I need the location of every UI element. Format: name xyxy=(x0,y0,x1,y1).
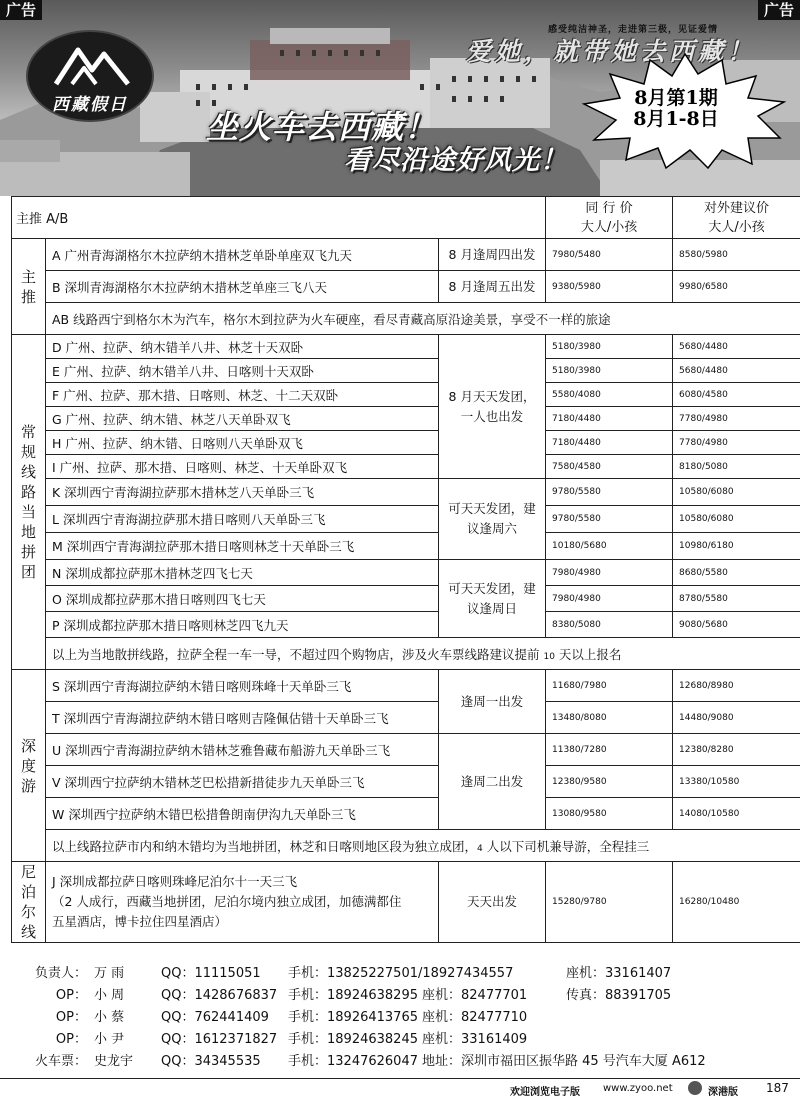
contact-role: OP： xyxy=(55,1032,87,1047)
retail-price-cell: 8680/5580 xyxy=(673,560,800,586)
peer-price-cell: 7980/4980 xyxy=(546,586,673,612)
table-note-row xyxy=(12,830,800,862)
table-header-row xyxy=(12,197,800,239)
route-cell: O 深圳成都拉萨那木措日喀则四飞七天 xyxy=(46,586,439,612)
peer-price-cell: 5580/4080 xyxy=(546,383,673,407)
route-cell: J 深圳成都拉萨日喀则珠峰尼泊尔十一天三飞 （2 人成行，西藏当地拼团，尼泊尔境内独立成团，加德满都住 五星酒店，博卡拉住四星酒店） xyxy=(46,862,439,943)
peer-price-cell: 11380/7280 xyxy=(546,734,673,766)
issue-dates: 8月1-8日 xyxy=(633,108,719,130)
route-cell: K 深圳西宁青海湖拉萨那木措林芝八天单卧三飞 xyxy=(46,479,439,506)
departure-cell: 8 月逢周五出发 xyxy=(439,271,546,303)
header-peer-price-title: 同 行 价 xyxy=(585,201,633,216)
peer-price-cell: 7580/4580 xyxy=(546,455,673,479)
route-cell: B 深圳青海湖格尔木拉萨纳木措林芝单座三飞八天 xyxy=(46,271,439,303)
contact-qq: QQ：1612371827 xyxy=(161,1032,278,1047)
contact-qq: QQ：11115051 xyxy=(161,966,261,981)
peer-price-cell: 13080/9580 xyxy=(546,798,673,830)
table-row xyxy=(12,407,800,431)
table-row xyxy=(12,383,800,407)
page-number: 187 xyxy=(766,1081,789,1095)
retail-price-cell: 7780/4980 xyxy=(673,431,800,455)
route-price-table xyxy=(11,196,800,943)
route-cell: U 深圳西宁青海湖拉萨纳木错林芝雅鲁藏布船游九天单卧三飞 xyxy=(46,734,439,766)
peer-price-cell: 12380/9580 xyxy=(546,766,673,798)
retail-price-cell: 12380/8280 xyxy=(673,734,800,766)
contact-fax: 传真：88391705 xyxy=(566,988,672,1003)
retail-price-cell: 14480/9080 xyxy=(673,702,800,734)
peer-price-cell: 9380/5980 xyxy=(546,271,673,303)
departure-group-cell: 逢周二出发 xyxy=(439,734,546,830)
mountain-icon xyxy=(52,40,132,90)
route-cell: D 广州、拉萨、纳木错羊八井、林芝十天双卧 xyxy=(46,335,439,359)
category-nepal: 尼 泊 尔 线 xyxy=(12,862,46,943)
peer-price-cell: 8380/5080 xyxy=(546,612,673,638)
contact-name: 小 蔡 xyxy=(94,1010,125,1025)
peer-price-cell: 7980/4980 xyxy=(546,560,673,586)
retail-price-cell: 13380/10580 xyxy=(673,766,800,798)
table-row xyxy=(12,798,800,830)
departure-cell: 天天出发 xyxy=(439,862,546,943)
category-regular: 常 规 线 路 当 地 拼 团 xyxy=(12,335,46,670)
contact-role: 火车票： xyxy=(34,1054,87,1069)
headline-primary: 坐火车去西藏！ xyxy=(206,108,438,146)
contact-name: 万 雨 xyxy=(94,966,125,981)
route-cell: I 广州、拉萨、那木措、日喀则、林芝、十天单卧双飞 xyxy=(46,455,439,479)
retail-price-cell: 8180/5080 xyxy=(673,455,800,479)
contact-qq: QQ：1428676837 xyxy=(161,988,278,1003)
peer-price-cell: 15280/9780 xyxy=(546,862,673,943)
route-cell: F 广州、拉萨、那木措、日喀则、林芝、十二天双卧 xyxy=(46,383,439,407)
peer-price-cell: 13480/8080 xyxy=(546,702,673,734)
footer-divider xyxy=(0,1078,800,1079)
contact-landline: 座机：82477710 xyxy=(422,1010,528,1025)
table-note-row xyxy=(12,638,800,670)
departure-cell: 8 月逢周四出发 xyxy=(439,239,546,271)
table-row xyxy=(12,506,800,533)
table-row xyxy=(12,455,800,479)
contact-qq: QQ：762441409 xyxy=(161,1010,269,1025)
contact-list xyxy=(0,964,800,1076)
contact-mobile: 手机：18926413765 xyxy=(288,1010,418,1025)
retail-price-cell: 8780/5580 xyxy=(673,586,800,612)
retail-price-cell: 10980/6180 xyxy=(673,533,800,560)
table-row xyxy=(12,612,800,638)
route-cell: E 广州、拉萨、纳木错羊八井、日喀则十天双卧 xyxy=(46,359,439,383)
peer-price-cell: 5180/3980 xyxy=(546,359,673,383)
ad-label-right: 广告 xyxy=(758,0,800,20)
logo-text: 西藏假日 xyxy=(52,95,128,115)
route-cell: G 广州、拉萨、纳木错、林芝八天单卧双飞 xyxy=(46,407,439,431)
contact-mobile: 手机：13247626047 xyxy=(288,1054,418,1069)
table-row xyxy=(12,766,800,798)
table-row xyxy=(12,702,800,734)
departure-group-cell: 8 月天天发团， 一人也出发 xyxy=(439,335,546,479)
slogan-small: 感受纯洁神圣，走进第三极，见证爱情 xyxy=(548,25,719,35)
header-main-label: 主推 A/B xyxy=(16,212,69,227)
contact-role: OP： xyxy=(55,1010,87,1025)
peer-price-cell: 9780/5580 xyxy=(546,479,673,506)
route-cell: A 广州青海湖格尔木拉萨纳木措林芝单卧单座双飞九天 xyxy=(46,239,439,271)
departure-group-cell: 可天天发团，建 议逢周日 xyxy=(439,560,546,638)
route-cell: M 深圳西宁青海湖拉萨那木措日喀则林芝十天单卧三飞 xyxy=(46,533,439,560)
departure-group-cell: 逢周一出发 xyxy=(439,670,546,734)
table-row xyxy=(12,586,800,612)
peer-price-cell: 7180/4480 xyxy=(546,431,673,455)
route-cell: L 深圳西宁青海湖拉萨那木措日喀则八天单卧三飞 xyxy=(46,506,439,533)
table-row xyxy=(12,479,800,506)
retail-price-cell: 7780/4980 xyxy=(673,407,800,431)
header-peer-price xyxy=(545,197,672,238)
route-cell: P 深圳成都拉萨那木措日喀则林芝四飞九天 xyxy=(46,612,439,638)
table-note-row xyxy=(12,303,800,335)
contact-mobile: 手机：18924638295 xyxy=(288,988,418,1003)
contact-landline: 座机：82477701 xyxy=(422,988,528,1003)
contact-name: 小 尹 xyxy=(94,1032,125,1047)
header-retail-price-sub: 大人/小孩 xyxy=(708,219,765,235)
table-row xyxy=(12,670,800,702)
category-featured: 主 推 xyxy=(12,239,46,335)
ad-label-left: 广告 xyxy=(0,0,42,20)
footer-text: 欢迎浏览电子版 xyxy=(510,1087,580,1098)
retail-price-cell: 6080/4580 xyxy=(673,383,800,407)
contact-name: 小 周 xyxy=(94,988,125,1003)
brand-logo xyxy=(26,30,154,122)
table-row xyxy=(12,431,800,455)
table-row xyxy=(12,734,800,766)
retail-price-cell: 5680/4480 xyxy=(673,359,800,383)
retail-price-cell: 9980/6580 xyxy=(673,271,800,303)
retail-price-cell: 10580/6080 xyxy=(673,479,800,506)
slogan-big: 爱她，就带她去西藏！ xyxy=(466,37,757,66)
table-row xyxy=(12,271,800,303)
regular-note: 以上为当地散拼线路，拉萨全程一车一导，不超过四个购物店，涉及火车票线路建议提前 10 天以上报名 xyxy=(46,638,800,670)
contact-landline: 座机：33161409 xyxy=(422,1032,528,1047)
retail-price-cell: 10580/6080 xyxy=(673,506,800,533)
departure-group-cell: 可天天发团，建 议逢周六 xyxy=(439,479,546,560)
issue-number: 8月第1期 xyxy=(634,87,718,109)
peer-price-cell: 7980/5480 xyxy=(546,239,673,271)
contact-name: 史龙宇 xyxy=(94,1054,134,1069)
publisher-logo-icon xyxy=(688,1081,702,1095)
footer-region: 深港版 xyxy=(708,1087,738,1098)
retail-price-cell: 9080/5680 xyxy=(673,612,800,638)
contact-role: 负责人： xyxy=(34,966,87,981)
peer-price-cell: 9780/5580 xyxy=(546,506,673,533)
table-row xyxy=(12,335,800,359)
deep-note: 以上线路拉萨市内和纳木错均为当地拼团，林芝和日喀则地区段为独立成团，4 人以下司机兼导游，全程挂三 xyxy=(46,830,800,862)
retail-price-cell: 12680/8980 xyxy=(673,670,800,702)
table-row xyxy=(12,239,800,271)
peer-price-cell: 10180/5680 xyxy=(546,533,673,560)
route-cell: H 广州、拉萨、纳木错、日喀则八天单卧双飞 xyxy=(46,431,439,455)
route-cell: W 深圳西宁拉萨纳木错巴松措鲁朗南伊沟九天单卧三飞 xyxy=(46,798,439,830)
contact-landline: 座机：33161407 xyxy=(566,966,672,981)
header-retail-price-title: 对外建议价 xyxy=(704,200,770,216)
table-row xyxy=(12,560,800,586)
header-main-cell xyxy=(12,197,673,239)
table-row xyxy=(12,359,800,383)
peer-price-cell: 7180/4480 xyxy=(546,407,673,431)
headline-secondary: 看尽沿途好风光！ xyxy=(344,145,568,176)
issue-badge-text xyxy=(626,88,726,130)
retail-price-cell: 16280/10480 xyxy=(673,862,800,943)
route-cell: N 深圳成都拉萨那木措林芝四飞七天 xyxy=(46,560,439,586)
category-deep: 深 度 游 xyxy=(12,670,46,862)
page-footer xyxy=(0,1076,800,1100)
route-cell: V 深圳西宁拉萨纳木错林芝巴松措新措徒步九天单卧三飞 xyxy=(46,766,439,798)
contact-mobile: 手机：18924638245 xyxy=(288,1032,418,1047)
peer-price-cell: 11680/7980 xyxy=(546,670,673,702)
contact-role: OP： xyxy=(55,988,87,1003)
contact-address: 地址：深圳市福田区振华路 45 号汽车大厦 A612 xyxy=(422,1054,706,1069)
route-cell: T 深圳西宁青海湖拉萨纳木错日喀则吉隆佩估错十天单卧三飞 xyxy=(46,702,439,734)
header-retail-price xyxy=(673,197,800,239)
table-row xyxy=(12,533,800,560)
featured-note: AB 线路西宁到格尔木为汽车，格尔木到拉萨为火车硬座，看尽青藏高原沿途美景，享受不一样的旅途 xyxy=(46,303,800,335)
header-peer-price-sub: 大人/小孩 xyxy=(580,220,638,235)
header-banner xyxy=(0,0,800,196)
contact-mobile: 手机：13825227501/18927434557 xyxy=(288,966,514,981)
retail-price-cell: 14080/10580 xyxy=(673,798,800,830)
table-row xyxy=(12,862,800,943)
footer-url[interactable]: www.zyoo.net xyxy=(603,1083,673,1094)
contact-qq: QQ：34345535 xyxy=(161,1054,261,1069)
peer-price-cell: 5180/3980 xyxy=(546,335,673,359)
retail-price-cell: 8580/5980 xyxy=(673,239,800,271)
route-cell: S 深圳西宁青海湖拉萨纳木错日喀则珠峰十天单卧三飞 xyxy=(46,670,439,702)
retail-price-cell: 5680/4480 xyxy=(673,335,800,359)
